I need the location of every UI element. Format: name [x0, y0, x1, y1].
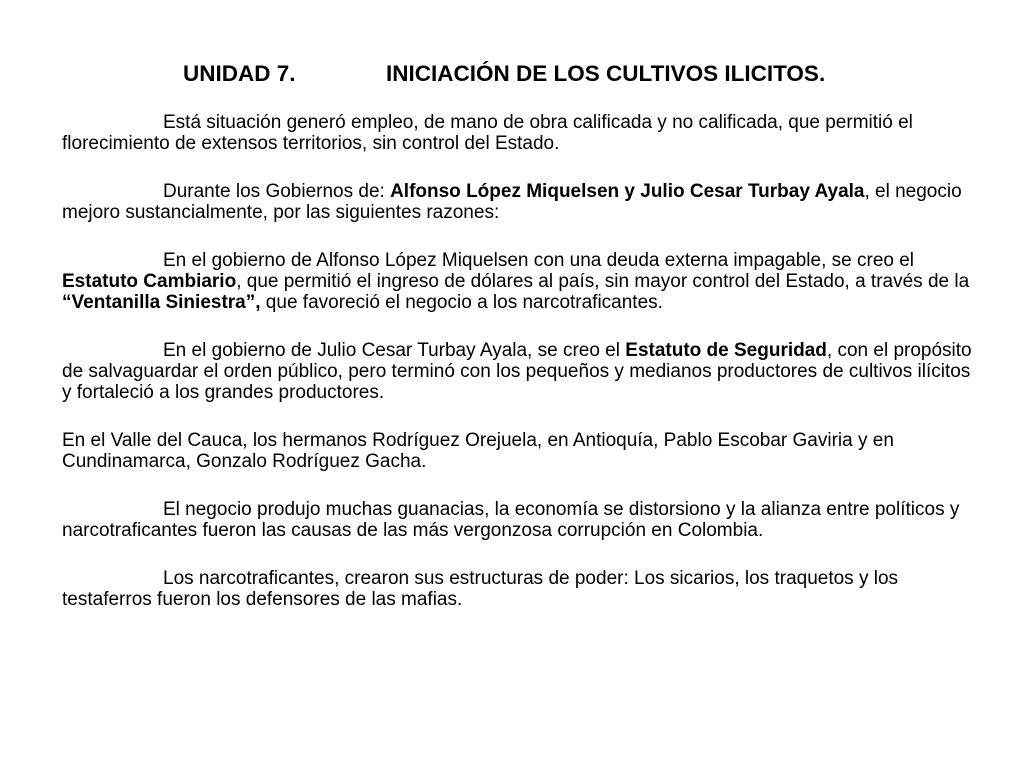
paragraph-lopez-government [62, 250, 980, 313]
paragraph-turbay-government [62, 340, 980, 403]
paragraph-text: , que permitió el ingreso de dólares al país, sin mayor control del Estado, a través de la [236, 271, 970, 292]
slide-body [62, 112, 980, 637]
paragraph-bold-text: Alfonso López Miquelsen y Julio Cesar Turbay Ayala [390, 181, 865, 202]
paragraph-text: En el gobierno de Alfonso López Miquelsen con una deuda externa impagable, se creo el [163, 250, 915, 271]
unit-title: INICIACIÓN DE LOS CULTIVOS ILICITOS. [386, 61, 826, 86]
paragraph-bold-text: “Ventanilla Siniestra”, [62, 292, 261, 313]
paragraph-employment: Está situación generó empleo, de mano de obra calificada y no calificada, que permitió el florecimiento de extensos territorios, sin control del Estado. [62, 112, 913, 154]
unit-number: UNIDAD 7. [183, 61, 296, 86]
paragraph-text: que favoreció el negocio a los narcotraficantes. [260, 292, 663, 313]
paragraph-governments [62, 181, 980, 223]
paragraph-text: , con el propósito de salvaguardar el orden público, pero terminó con los pequeños y medianos productores de cultivos ilícitos y fortaleció a los grandes productores. [62, 340, 972, 403]
paragraph-regions: En el Valle del Cauca, los hermanos Rodríguez Orejuela, en Antioquía, Pablo Escobar Gaviria y en Cundinamarca, Gonzalo Rodríguez Gacha. [62, 430, 894, 472]
slide-title [0, 58, 1024, 90]
paragraph-bold-text: Estatuto de Seguridad [625, 340, 827, 361]
paragraph-power-structures: Los narcotraficantes, crearon sus estructuras de poder: Los sicarios, los traquetos y los testaferros fueron los defensores de las mafias. [62, 568, 899, 610]
paragraph-consequences: El negocio produjo muchas guanacias, la economía se distorsiono y la alianza entre políticos y narcotraficantes fueron las causas de las más vergonzosa corrupción en Colombia. [62, 499, 960, 541]
paragraph-text: En el gobierno de Julio Cesar Turbay Ayala, se creo el [163, 340, 626, 361]
paragraph-text: , el negocio mejoro sustancialmente, por las siguientes razones: [62, 181, 962, 223]
paragraph-text: Durante los Gobiernos de: [163, 181, 391, 202]
paragraph-bold-text: Estatuto Cambiario [62, 271, 237, 292]
